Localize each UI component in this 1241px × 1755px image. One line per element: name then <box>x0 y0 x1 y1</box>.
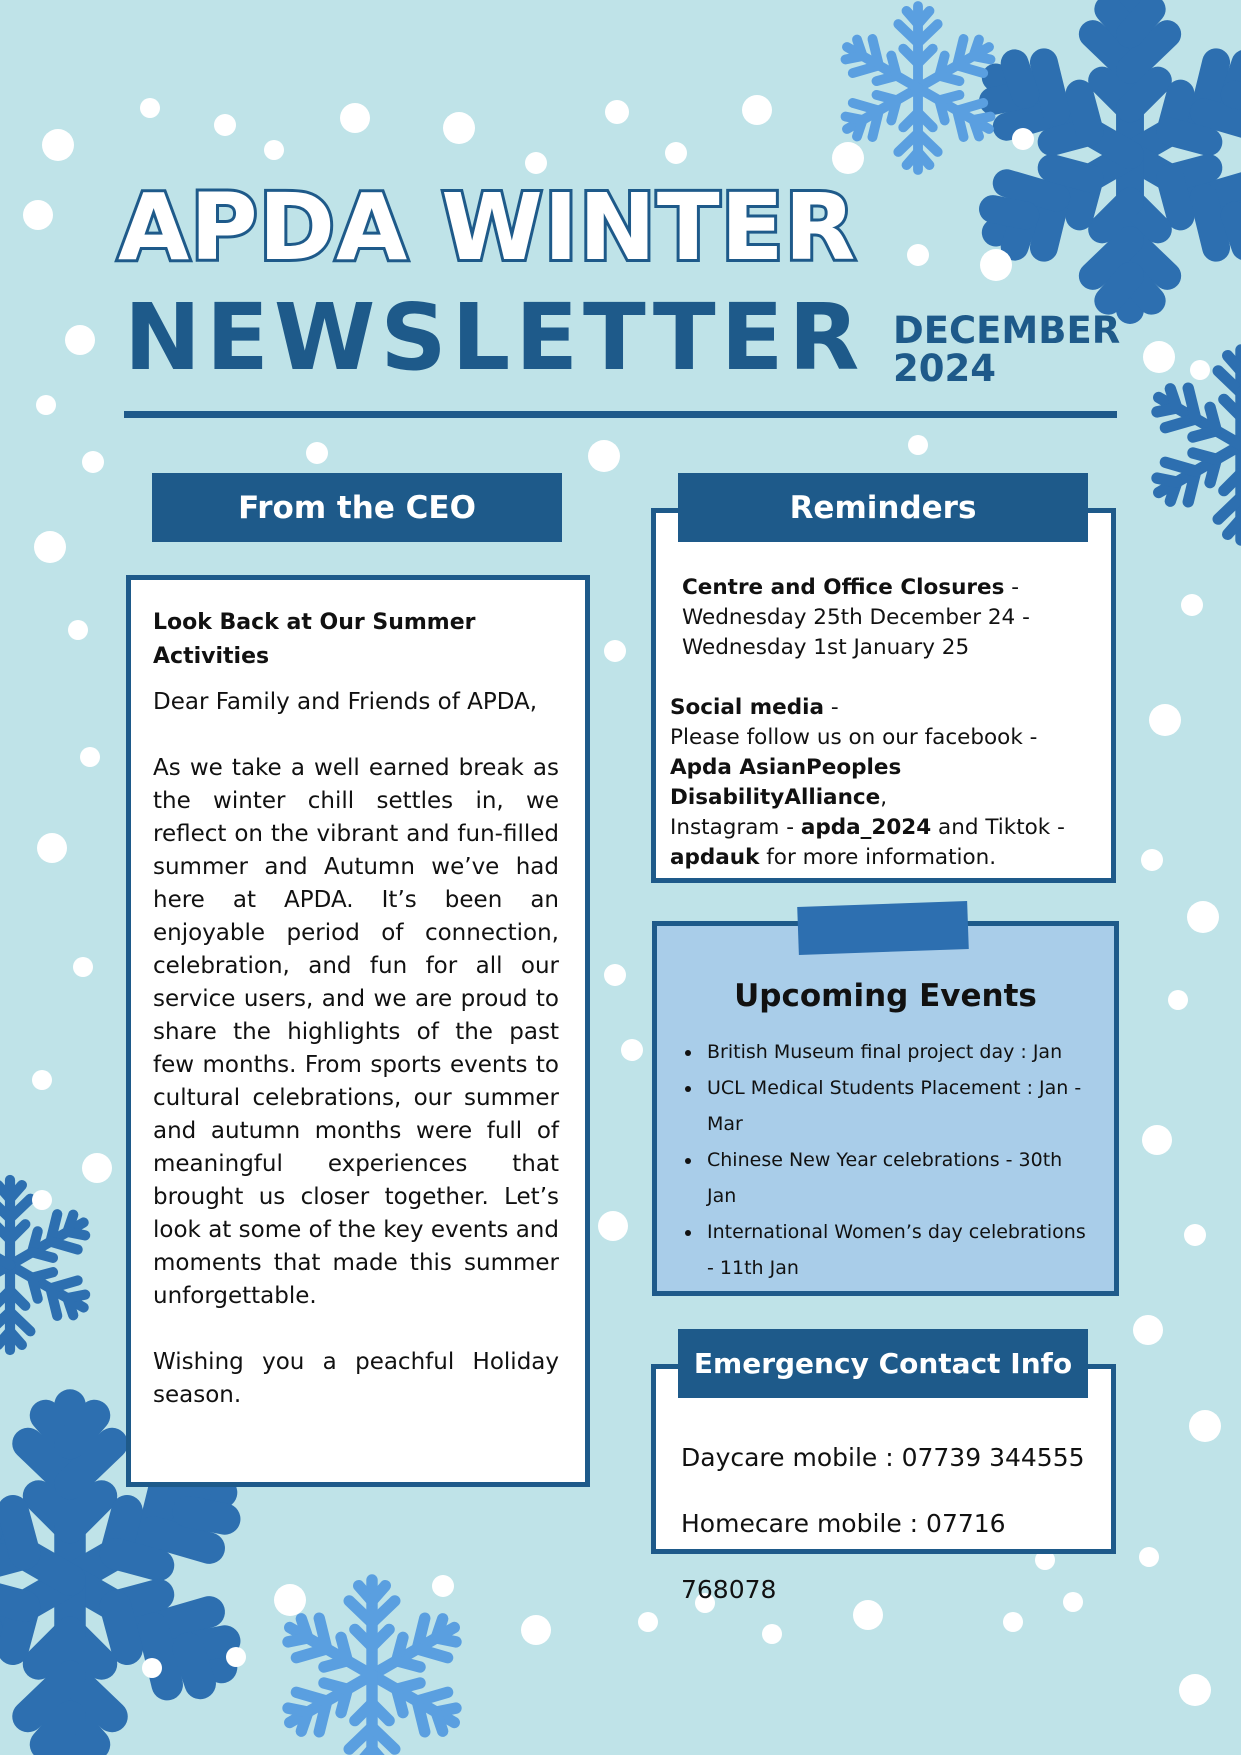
header-divider <box>124 411 1117 418</box>
instagram-text: Instagram - <box>670 815 801 840</box>
social-media-reminder <box>670 693 1097 873</box>
snowflake-icon <box>837 6 999 170</box>
upcoming-events-box <box>652 921 1119 1296</box>
upcoming-events-title: Upcoming Events <box>734 978 1037 1014</box>
closures-label: Centre and Office Closures <box>682 575 1005 600</box>
closures-line2: Wednesday 1st January 25 <box>682 635 970 660</box>
newsletter-title-line2: NEWSLETTER <box>124 284 865 391</box>
reminders-box <box>651 508 1116 883</box>
emergency-section-header: Emergency Contact Info <box>678 1329 1088 1398</box>
closures-line1: Wednesday 25th December 24 - <box>682 605 1030 630</box>
snowflake-icon <box>1147 350 1241 540</box>
event-item: • British Museum final project day : Jan <box>703 1034 1094 1070</box>
issue-date <box>893 309 1121 390</box>
ceo-heading-line2: Activities <box>153 644 270 669</box>
snowflake-icon <box>977 0 1241 310</box>
issue-year: 2024 <box>893 347 996 390</box>
ceo-letter-box <box>126 575 590 1487</box>
facebook-name: Apda AsianPeoples DisabilityAlliance <box>670 755 902 810</box>
snowflake-icon <box>278 1580 465 1755</box>
facebook-comma: , <box>880 785 888 810</box>
instagram-handle: apda_2024 <box>800 815 932 840</box>
ceo-letter-heading <box>153 606 559 674</box>
social-outro: for more information. <box>759 845 997 870</box>
ceo-body-text: As we take a well earned break as the winter chill settles in, we reflect on the vibrant and fun-filled summer and Autumn we’ve had here at APDA. It’s been an enjoyable period of connection, celebration, and fun for all our service users, and we are proud to share the highlights of the past few months. From sports events to cultural celebrations, our summer and autumn months were full of meaningful experiences that brought us closer together. Let’s look at some of the key events and moments that made this summer unforgettable. <box>153 755 559 1309</box>
tiktok-handle: apdauk <box>670 845 760 870</box>
ceo-section-header: From the CEO <box>152 473 562 542</box>
social-dash: - <box>824 695 839 720</box>
event-item: • International Women’s day celebrations - 11th Jan <box>703 1214 1094 1286</box>
social-intro: Please follow us on our facebook - <box>670 725 1038 750</box>
upcoming-events-list <box>703 1034 1094 1286</box>
issue-month: DECEMBER <box>893 309 1121 352</box>
social-label: Social media <box>670 695 824 720</box>
ceo-heading-line1: Look Back at Our Summer <box>153 610 476 635</box>
tiktok-text: and Tiktok - <box>931 815 1065 840</box>
closures-dash: - <box>1004 575 1019 600</box>
event-item: • UCL Medical Students Placement : Jan - Mar <box>703 1070 1094 1142</box>
newsletter-title-line1: APDA WINTER <box>118 174 857 281</box>
tape-decoration <box>797 901 969 955</box>
closures-reminder <box>670 573 1097 663</box>
event-item: • Chinese New Year celebrations - 30th Jan <box>703 1142 1094 1214</box>
daycare-contact: Daycare mobile : 07739 344555 <box>681 1443 1085 1472</box>
reminders-section-header: Reminders <box>678 473 1088 542</box>
ceo-closing: Wishing you a peachful Holiday season. <box>153 1349 559 1408</box>
ceo-greeting: Dear Family and Friends of APDA, <box>153 689 538 715</box>
homecare-contact: Homecare mobile : 07716 768078 <box>681 1509 1006 1604</box>
